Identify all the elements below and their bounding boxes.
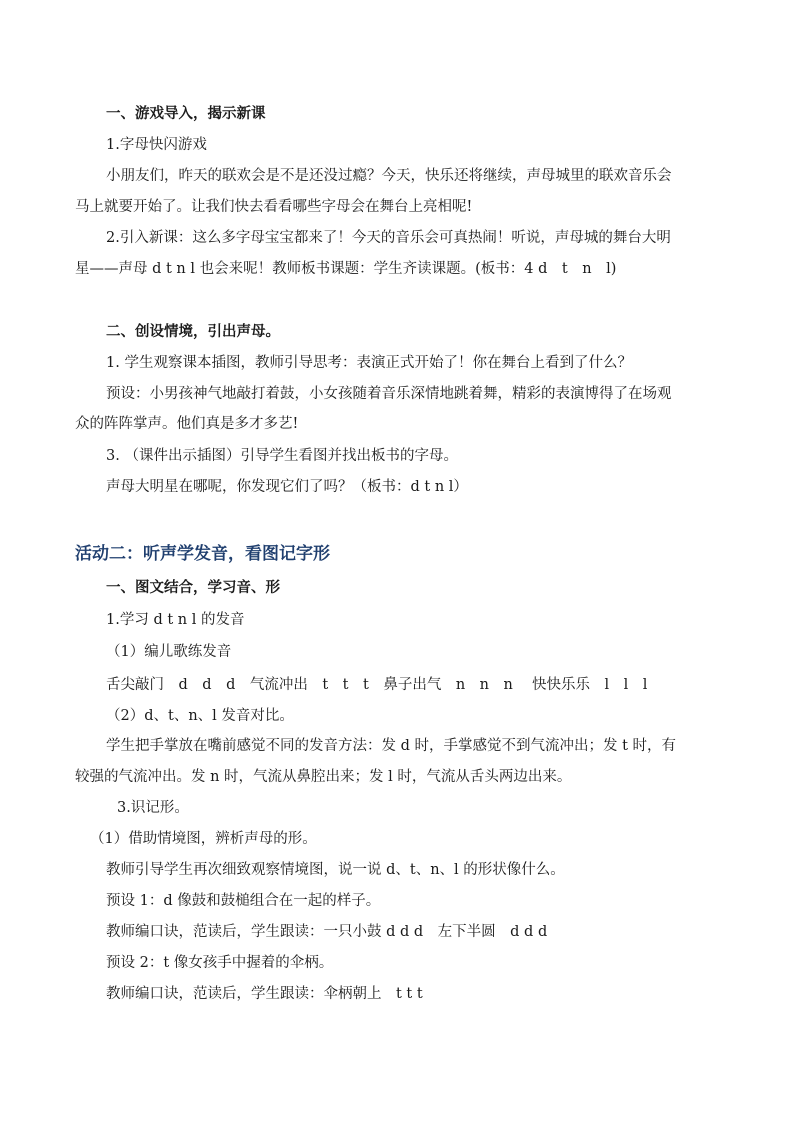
paragraph-line: 教师编口诀，范读后，学生跟读：伞柄朝上 t t t [106,986,423,1002]
paragraph-line: 预设 1：d 像鼓和鼓槌组合在一起的样子。 [106,893,381,909]
rhyme-line: 舌尖敲门 d d d 气流冲出 t t t 鼻子出气 n n n 快快乐乐 l l l [106,677,648,693]
paragraph-line: （1）编儿歌练发音 [106,644,232,660]
paragraph-line: 1.学习 d t n l 的发音 [106,612,245,628]
paragraph-line: 预设 2：t 像女孩手中握着的伞柄。 [106,955,334,971]
paragraph-line: 2.引入新课：这么多字母宝宝都来了！今天的音乐会可真热闹！听说，声母城的舞台大明 [106,230,671,246]
paragraph-line: 1. 学生观察课本插图，教师引导思考：表演正式开始了！你在舞台上看到了什么？ [106,355,632,371]
paragraph-line: 教师编口诀，范读后，学生跟读：一只小鼓 d d d 左下半圆 d d d [106,924,548,940]
paragraph-line: 声母大明星在哪呢，你发现它们了吗？（板书：d t n l） [106,479,468,495]
section-heading-sound-shape: 一、图文结合，学习音、形 [106,579,280,596]
paragraph-line: （2）d、t、n、l 发音对比。 [106,708,294,724]
section-heading-scenario: 二、创设情境，引出声母。 [106,323,280,340]
paragraph-line: 预设：小男孩神气地敲打着鼓，小女孩随着音乐深情地跳着舞，精彩的表演博得了在场观 [106,386,672,402]
paragraph-line: 3. （课件出示插图）引导学生看图并找出板书的字母。 [106,448,458,464]
paragraph-line: 小朋友们，昨天的联欢会是不是还没过瘾？今天，快乐还将继续，声母城里的联欢音乐会 [106,168,672,184]
paragraph-line: 较强的气流冲出。发 n 时，气流从鼻腔出来；发 l 时，气流从舌头两边出来。 [75,769,572,785]
section-heading-game-intro: 一、游戏导入，揭示新课 [106,105,266,122]
paragraph-line: 星——声母 d t n l 也会来呢！教师板书课题：学生齐读课题。(板书：4 d t n l) [75,261,617,277]
activity-heading: 活动二：听声学发音，看图记字形 [75,544,330,564]
paragraph-line: 学生把手掌放在嘴前感觉不同的发音方法：发 d 时，手掌感觉不到气流冲出；发 t 时，有 [106,738,677,754]
paragraph-line: 众的阵阵掌声。他们真是多才多艺! [75,416,299,432]
paragraph-line: 3.识记形。 [117,800,189,816]
paragraph-line: （1）借助情境图，辨析声母的形。 [90,831,317,847]
paragraph-line: 教师引导学生再次细致观察情境图，说一说 d、t、n、l 的形状像什么。 [106,862,565,878]
paragraph-line: 1.字母快闪游戏 [106,137,207,153]
paragraph-line: 马上就要开始了。让我们快去看看哪些字母会在舞台上亮相呢! [75,199,473,215]
